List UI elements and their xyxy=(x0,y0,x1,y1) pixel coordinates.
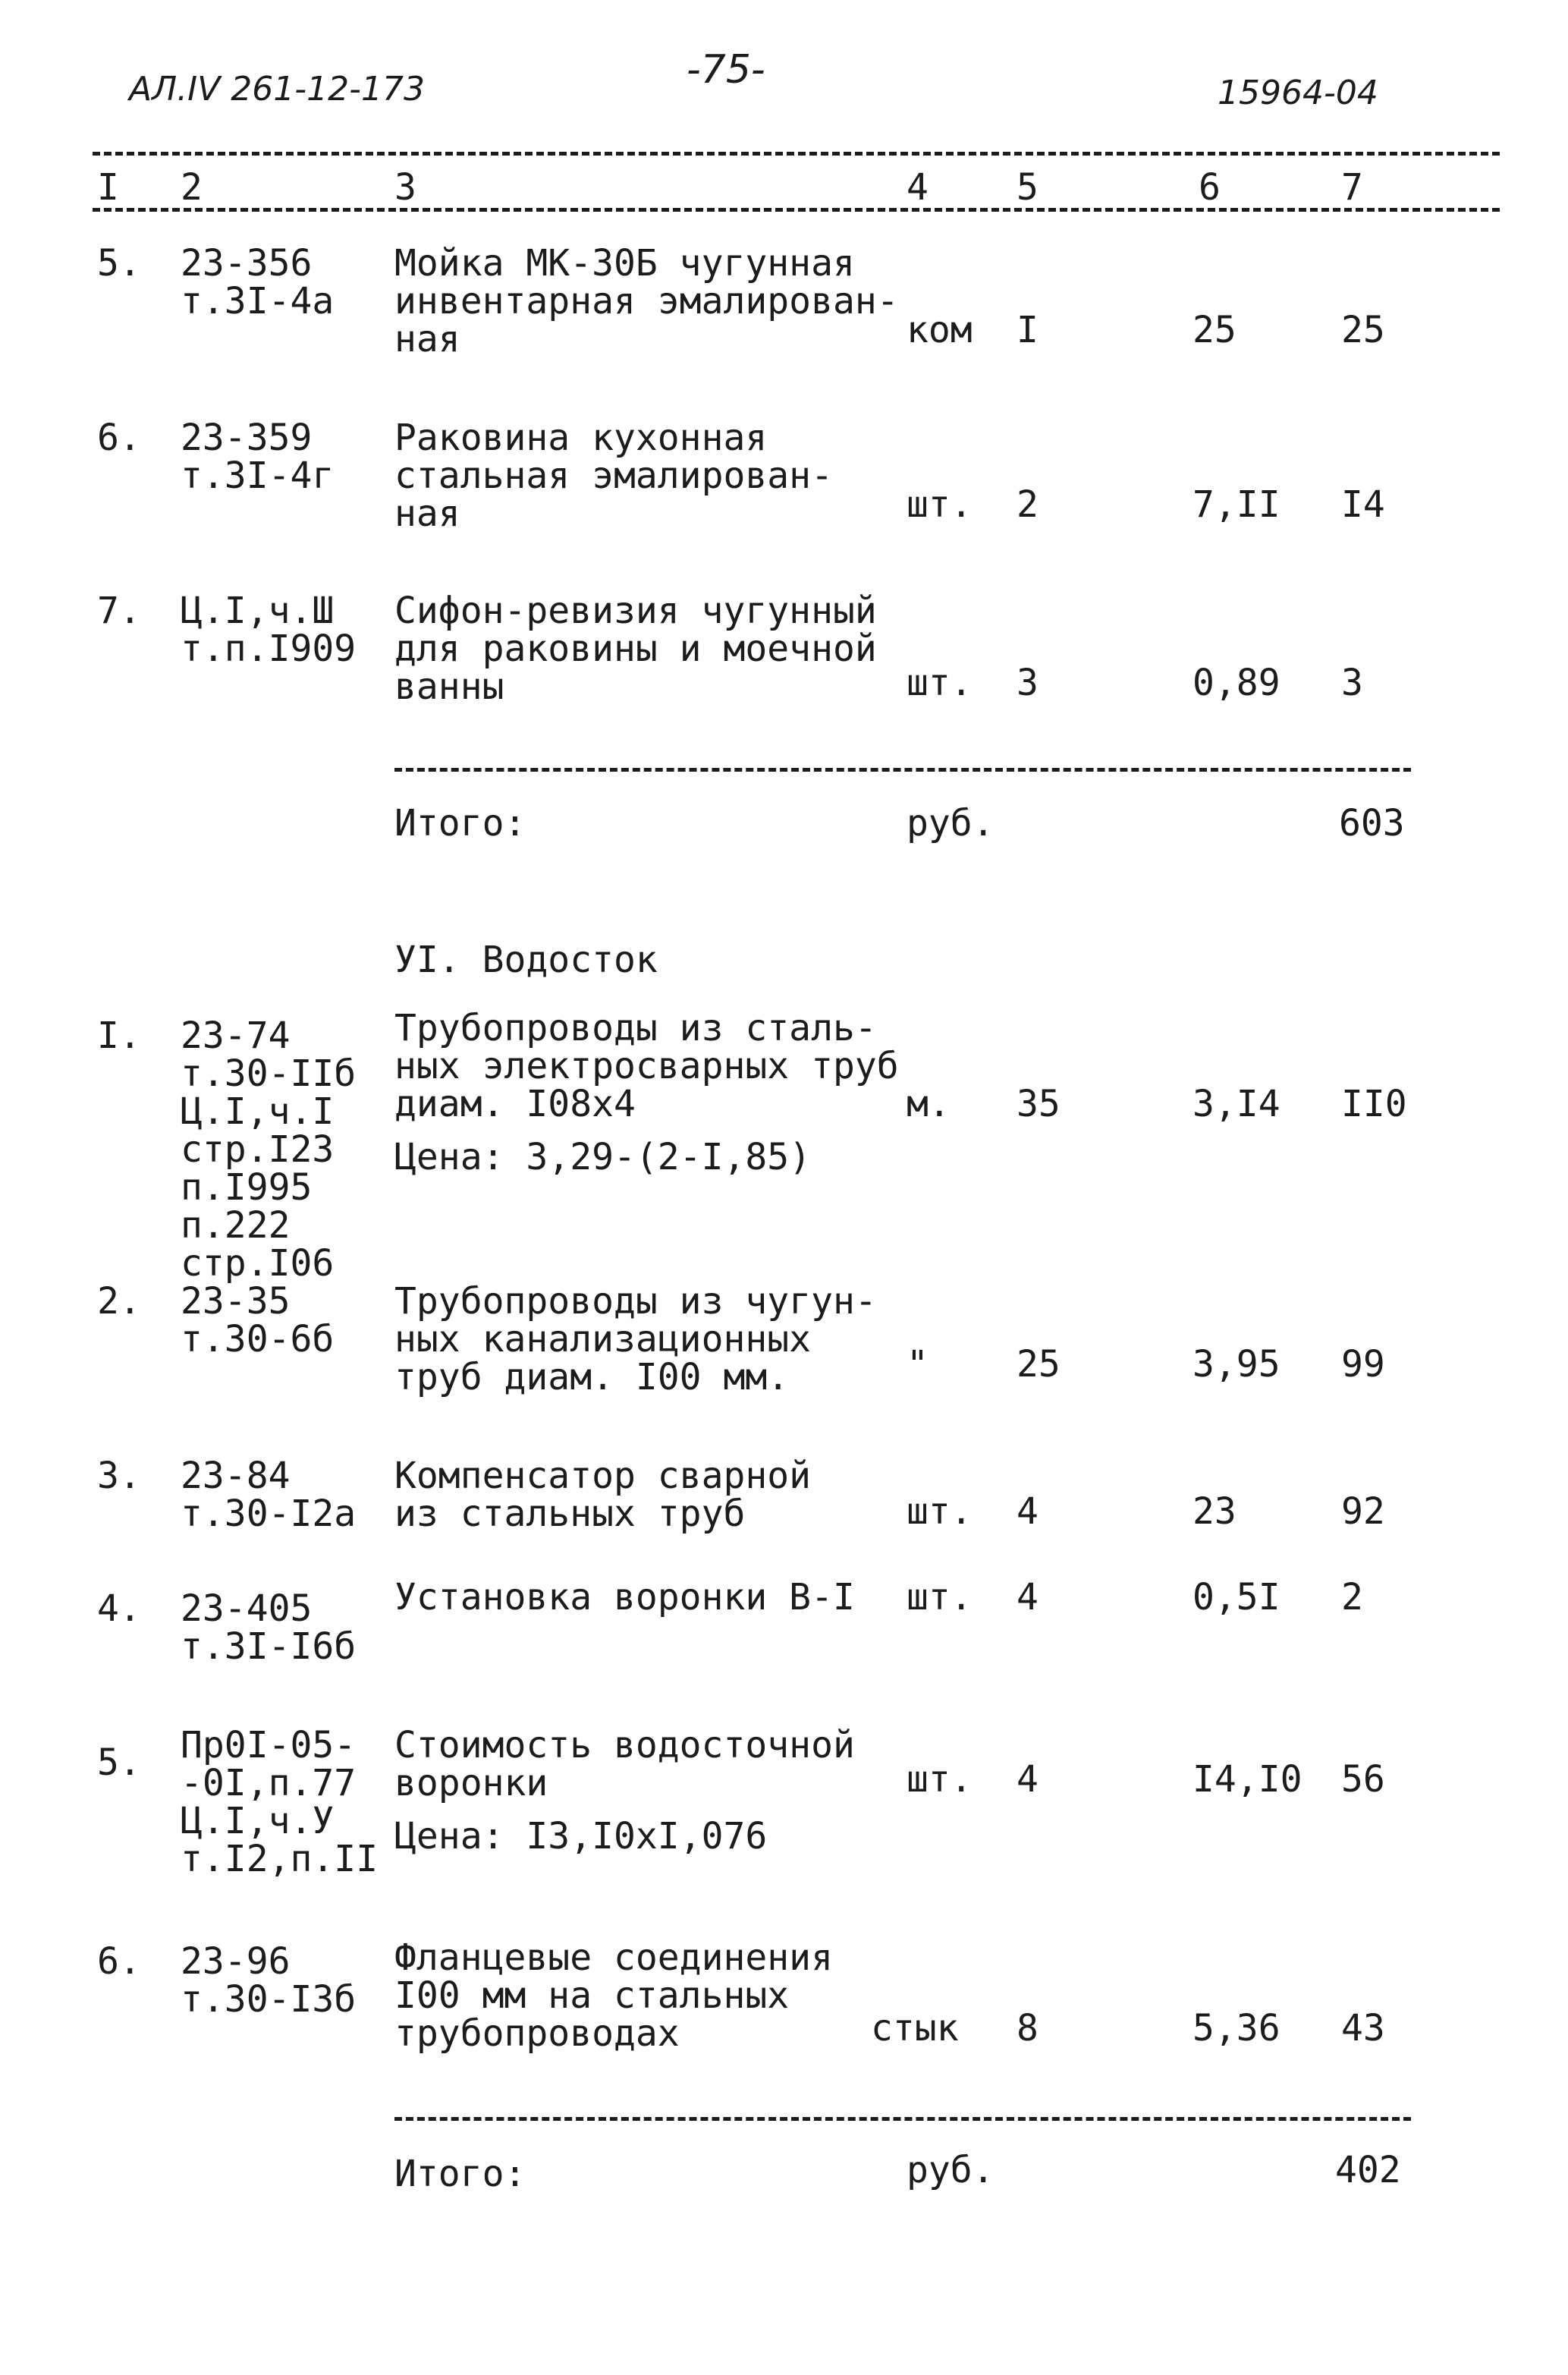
row-qty: 8 xyxy=(1017,2007,1039,2049)
section2-total-unit: руб. xyxy=(907,2149,995,2191)
page-number: -75- xyxy=(687,47,765,93)
row-number: 6. xyxy=(97,1940,141,1983)
column-header-5: 5 xyxy=(1017,166,1039,209)
row-total: 3 xyxy=(1341,662,1363,704)
row-unit: шт. xyxy=(907,483,973,526)
row-unit: шт. xyxy=(907,1758,973,1801)
document-code-right: 15964-04 xyxy=(1218,74,1378,112)
row-name: Мойка МК-30Б чугунная инвентарная эмалирован- ная xyxy=(394,242,899,360)
header-top-rule xyxy=(93,152,1500,156)
row-name: Трубопроводы из сталь- ных электросварных труб диам. I08х4 xyxy=(394,1007,899,1125)
row-price: 3,I4 xyxy=(1192,1083,1280,1125)
row-price: I4,I0 xyxy=(1192,1758,1302,1801)
row-price: 7,II xyxy=(1192,483,1280,526)
row-name: Установка воронки В-I xyxy=(394,1576,855,1618)
column-header-7: 7 xyxy=(1341,166,1363,209)
row-total: II0 xyxy=(1341,1083,1407,1125)
row-unit: м. xyxy=(907,1083,951,1125)
row-total: 56 xyxy=(1341,1758,1385,1801)
row-total: 2 xyxy=(1341,1576,1363,1618)
row-qty: 35 xyxy=(1017,1083,1061,1125)
row-qty: 2 xyxy=(1017,483,1039,526)
row-name: Сифон-ревизия чугунный для раковины и моечной ванны xyxy=(394,590,877,708)
section2-total-rule xyxy=(394,2117,1411,2121)
row-name: Компенсатор сварной из стальных труб xyxy=(394,1455,812,1535)
row-code: 23-356 т.3I-4а xyxy=(181,242,335,322)
row-unit: ком xyxy=(907,309,973,351)
section1-total-unit: руб. xyxy=(907,802,995,845)
section-title: УI. Водосток xyxy=(394,939,658,981)
section1-total-rule xyxy=(394,768,1411,772)
row-number: 5. xyxy=(97,242,141,285)
row-total: 99 xyxy=(1341,1343,1385,1386)
row-price-note: Цена: I3,I0хI,076 xyxy=(394,1815,768,1858)
row-qty: 3 xyxy=(1017,662,1039,704)
row-name: Трубопроводы из чугун- ных канализационных труб диам. I00 мм. xyxy=(394,1280,877,1398)
row-number: I. xyxy=(97,1014,141,1057)
row-code: 23-84 т.30-I2а xyxy=(181,1455,357,1535)
row-name: Фланцевые соединения I00 мм на стальных трубопроводах xyxy=(394,1936,833,2055)
row-price: 3,95 xyxy=(1192,1343,1280,1386)
row-total: 25 xyxy=(1341,309,1385,351)
column-header-3: 3 xyxy=(394,166,416,209)
row-code: Ц.I,ч.Ш т.п.I909 xyxy=(181,590,357,670)
column-header-4: 4 xyxy=(907,166,929,209)
column-header-rule xyxy=(93,208,1500,212)
row-number: 4. xyxy=(97,1587,141,1630)
row-unit: шт. xyxy=(907,662,973,704)
row-code: 23-35 т.30-6б xyxy=(181,1280,335,1361)
row-total: 92 xyxy=(1341,1490,1385,1533)
row-number: 7. xyxy=(97,590,141,632)
row-price: 0,5I xyxy=(1192,1576,1280,1618)
column-header-2: 2 xyxy=(181,166,203,209)
row-qty: I xyxy=(1017,309,1039,351)
row-unit: стык xyxy=(871,2007,959,2049)
section1-total-value: 603 xyxy=(1339,802,1405,845)
column-header-1: I xyxy=(97,166,119,209)
column-header-6: 6 xyxy=(1199,166,1221,209)
row-unit: шт. xyxy=(907,1490,973,1533)
row-code: 23-74 т.30-IIб Ц.I,ч.I стр.I23 п.I995 п.222 стр.I06 xyxy=(181,1014,357,1285)
row-total: 43 xyxy=(1341,2007,1385,2049)
row-qty: 4 xyxy=(1017,1758,1039,1801)
row-price: 25 xyxy=(1192,309,1236,351)
row-total: I4 xyxy=(1341,483,1385,526)
row-name: Раковина кухонная стальная эмалирован- ная xyxy=(394,417,833,535)
row-number: 6. xyxy=(97,417,141,459)
section2-total-label: Итого: xyxy=(394,2153,526,2195)
row-number: 2. xyxy=(97,1280,141,1323)
section1-total-label: Итого: xyxy=(394,802,526,845)
row-unit: шт. xyxy=(907,1576,973,1618)
row-price-note: Цена: 3,29-(2-I,85) xyxy=(394,1136,812,1178)
row-qty: 4 xyxy=(1017,1490,1039,1533)
row-qty: 4 xyxy=(1017,1576,1039,1618)
row-number: 5. xyxy=(97,1741,141,1784)
row-code: 23-359 т.3I-4г xyxy=(181,417,335,497)
row-price: 23 xyxy=(1192,1490,1236,1533)
row-price: 5,36 xyxy=(1192,2007,1280,2049)
row-unit: " xyxy=(907,1343,929,1386)
row-name: Стоимость водосточной воронки xyxy=(394,1724,855,1804)
row-code: 23-405 т.3I-I6б xyxy=(181,1587,357,1668)
section2-total-value: 402 xyxy=(1335,2149,1401,2191)
row-price: 0,89 xyxy=(1192,662,1280,704)
row-number: 3. xyxy=(97,1455,141,1497)
row-code: 23-96 т.30-I3б xyxy=(181,1940,357,2021)
document-code-left: АЛ.IV 261-12-173 xyxy=(129,70,425,109)
row-code: Пр0I-05- -0I,п.77 Ц.I,ч.У т.I2,п.II xyxy=(181,1724,379,1880)
row-qty: 25 xyxy=(1017,1343,1061,1386)
